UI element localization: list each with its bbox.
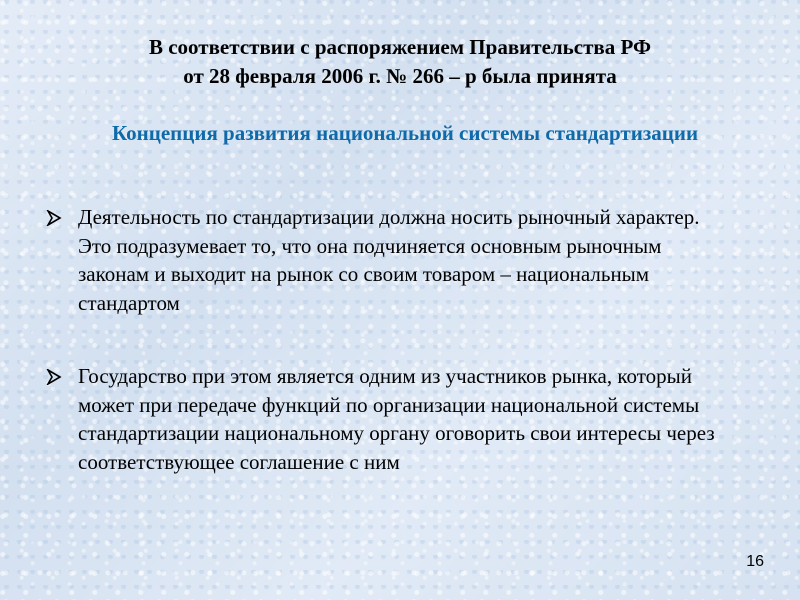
bullet-item-1: [46, 203, 736, 317]
bullet-text-2: Государство при этом является одним из участников рынка, который может при передаче функций по организации национальной системы стандартизации национальному органу оговорить свои интересы через соответствующее соглашение с ним: [78, 364, 715, 474]
heading-line-1: В соответствии с распоряжением Правительства РФ: [148, 35, 652, 59]
slide-heading: [40, 33, 760, 91]
arrowhead-bullet-icon: [46, 210, 62, 226]
slide-subtitle: Концепция развития национальной системы стандартизации: [111, 121, 699, 145]
bullet-item-2: [46, 362, 736, 476]
page-number: 16: [746, 553, 764, 570]
arrowhead-bullet-icon: [46, 369, 62, 385]
heading-line-2: от 28 февраля 2006 г. № 266 – р была принята: [183, 64, 617, 88]
bullet-text-1: Деятельность по стандартизации должна носить рыночный характер. Это подразумевает то, что она подчиняется основным рыночным законам и выходит на рынок со своим товаром – национальным стандартом: [78, 205, 700, 315]
